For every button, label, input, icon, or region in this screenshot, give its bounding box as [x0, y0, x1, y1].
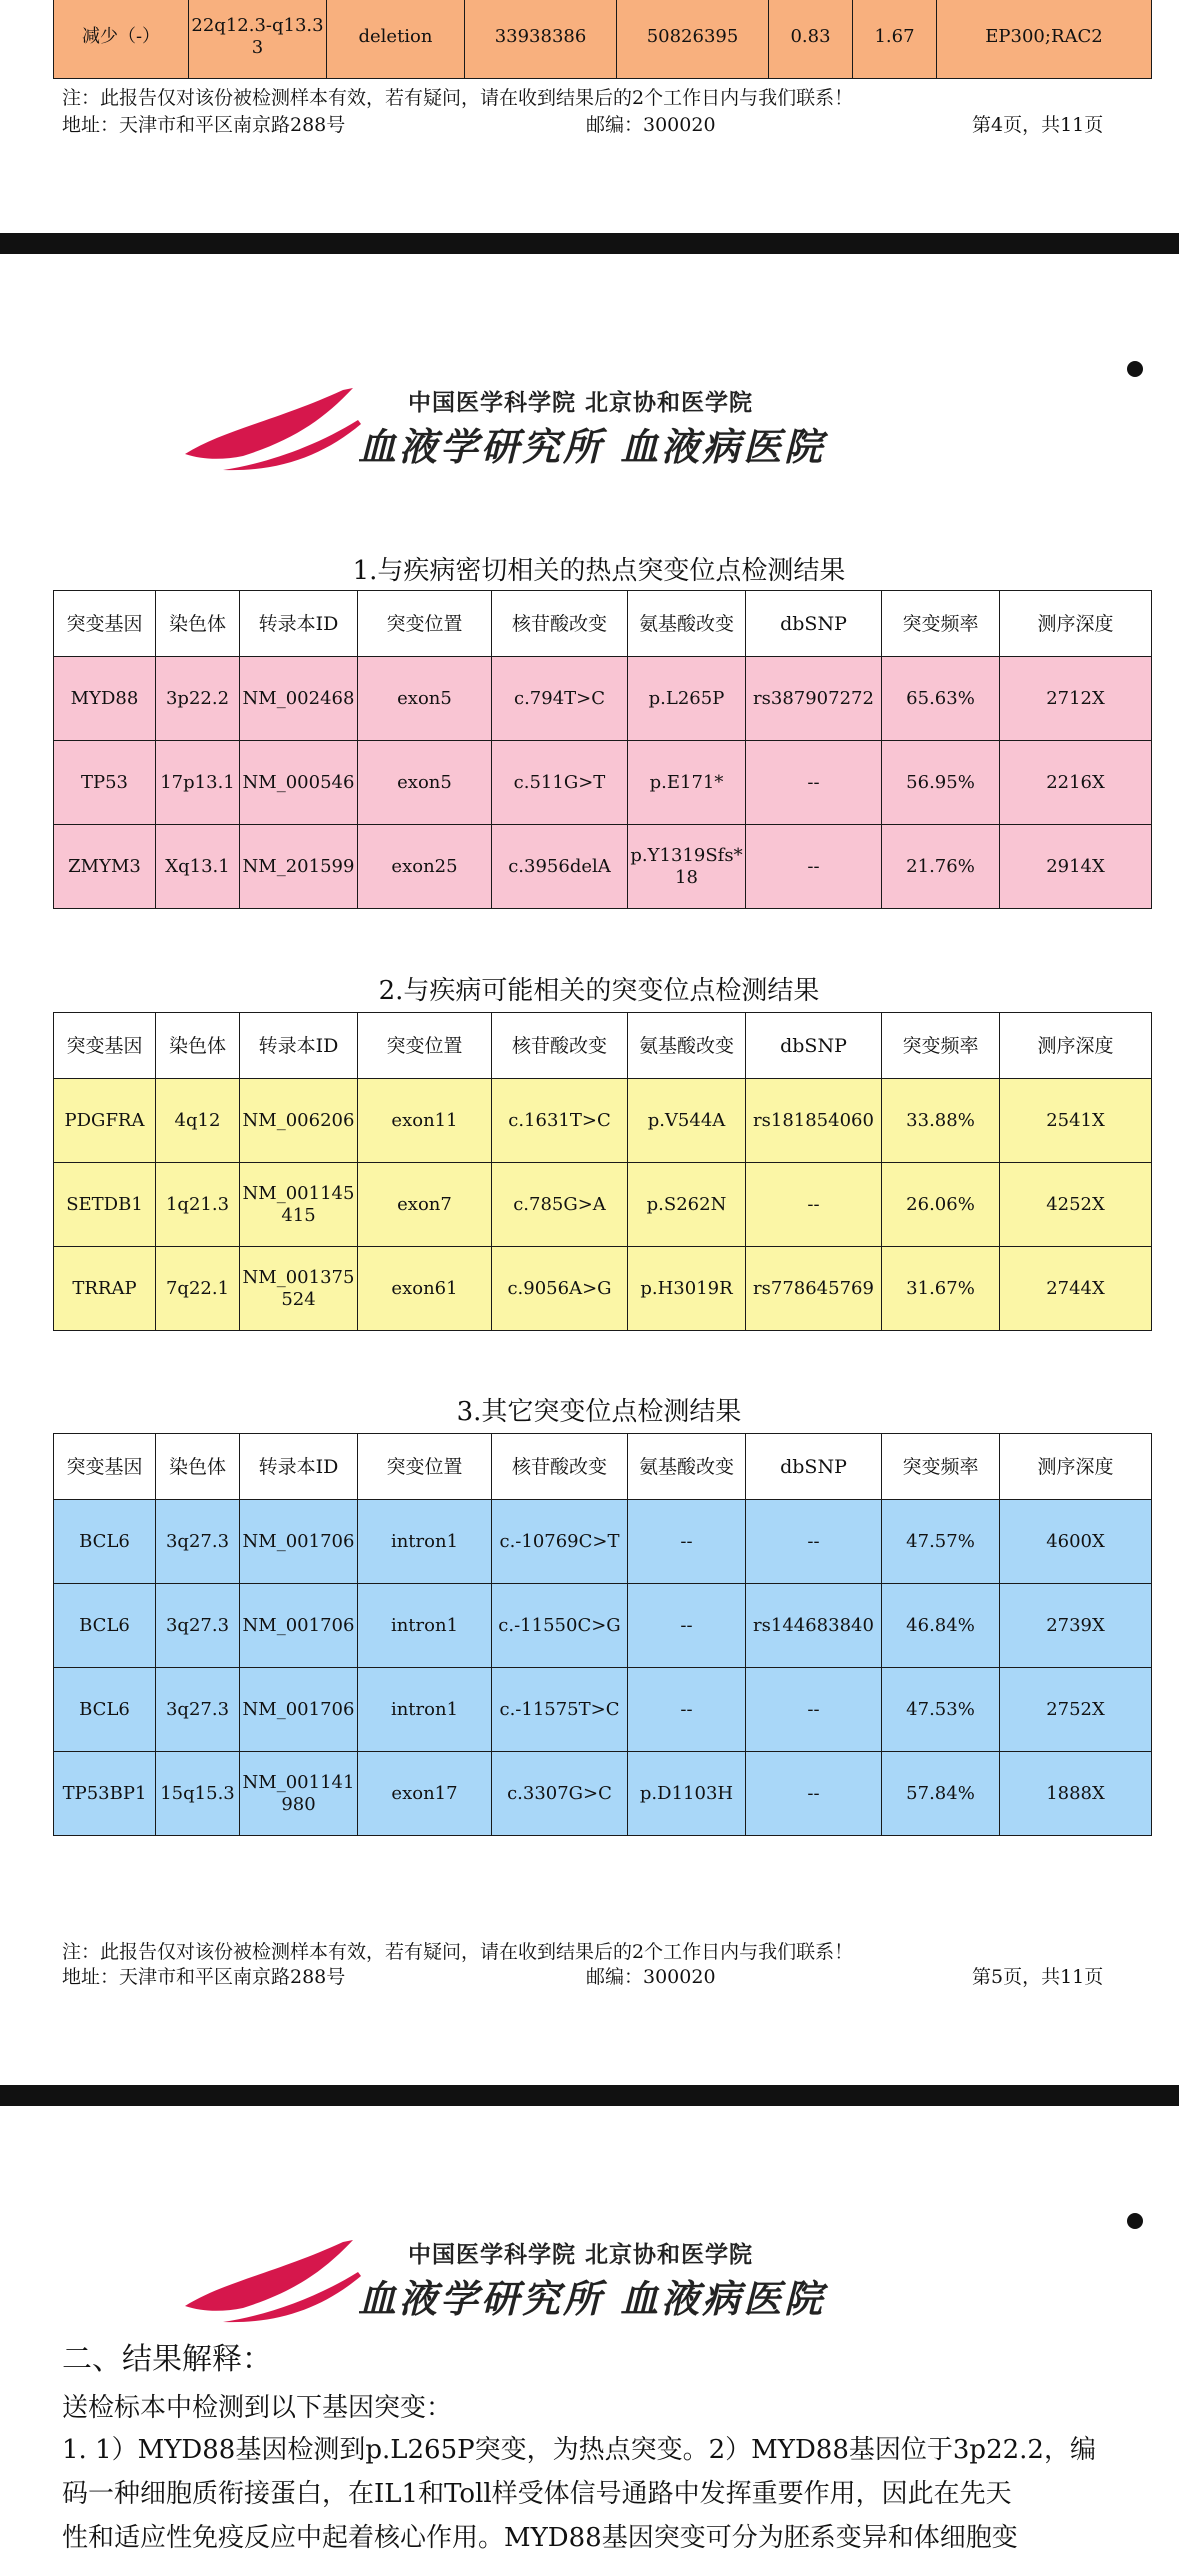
- amino-acid-cell: --: [628, 1500, 746, 1584]
- position-cell: intron1: [358, 1668, 492, 1752]
- dbsnp-cell: --: [746, 1668, 882, 1752]
- table-row: [54, 657, 1152, 741]
- address: 地址：天津市和平区南京路288号: [62, 114, 346, 136]
- cnv-genes-cell: EP300;RAC2: [937, 0, 1152, 79]
- chromosome-cell: 1q21.3: [156, 1163, 240, 1247]
- frequency-cell: 46.84%: [882, 1584, 1000, 1668]
- position-cell: exon17: [358, 1752, 492, 1836]
- col-position: 突变位置: [358, 1013, 492, 1079]
- col-gene: 突变基因: [54, 1434, 156, 1500]
- nucleotide-cell: c.9056A>G: [492, 1247, 628, 1331]
- depth-cell: 1888X: [1000, 1752, 1152, 1836]
- amino-acid-cell: p.L265P: [628, 657, 746, 741]
- dbsnp-cell: --: [746, 1752, 882, 1836]
- frequency-cell: 65.63%: [882, 657, 1000, 741]
- interpretation-intro: 送检标本中检测到以下基因突变：: [62, 2393, 453, 2423]
- nucleotide-cell: c.511G>T: [492, 741, 628, 825]
- postcode: 邮编：300020: [586, 1966, 716, 1988]
- col-chromosome: 染色体: [156, 591, 240, 657]
- col-transcript: 转录本ID: [240, 591, 358, 657]
- position-cell: intron1: [358, 1584, 492, 1668]
- amino-acid-cell: p.H3019R: [628, 1247, 746, 1331]
- depth-cell: 2744X: [1000, 1247, 1152, 1331]
- interpretation-heading: 二、结果解释：: [62, 2342, 272, 2377]
- interpretation-line: 性和适应性免疫反应中起着核心作用。MYD88基因突变可分为胚系变异和体细胞变: [62, 2523, 1018, 2553]
- col-amino-acid: 氨基酸改变: [628, 1434, 746, 1500]
- nucleotide-cell: c.794T>C: [492, 657, 628, 741]
- depth-cell: 2752X: [1000, 1668, 1152, 1752]
- cnv-copy-cell: 1.67: [853, 0, 937, 79]
- col-position: 突变位置: [358, 591, 492, 657]
- dbsnp-cell: --: [746, 825, 882, 909]
- position-cell: exon5: [358, 657, 492, 741]
- col-transcript: 转录本ID: [240, 1434, 358, 1500]
- chromosome-cell: Xq13.1: [156, 825, 240, 909]
- amino-acid-cell: --: [628, 1584, 746, 1668]
- col-depth: 测序深度: [1000, 591, 1152, 657]
- depth-cell: 2216X: [1000, 741, 1152, 825]
- nucleotide-cell: c.3956delA: [492, 825, 628, 909]
- transcript-cell: NM_006206: [240, 1079, 358, 1163]
- cnv-kind-cell: deletion: [327, 0, 465, 79]
- page-divider: [0, 2085, 1179, 2106]
- chromosome-cell: 17p13.1: [156, 741, 240, 825]
- depth-cell: 2712X: [1000, 657, 1152, 741]
- depth-cell: 4252X: [1000, 1163, 1152, 1247]
- position-cell: intron1: [358, 1500, 492, 1584]
- page4-cnv-table: [53, 0, 1152, 79]
- gene-cell: SETDB1: [54, 1163, 156, 1247]
- col-nucleotide: 核苷酸改变: [492, 591, 628, 657]
- amino-acid-cell: p.S262N: [628, 1163, 746, 1247]
- page-divider: [0, 233, 1179, 254]
- chromosome-cell: 3p22.2: [156, 657, 240, 741]
- section1-title: 1.与疾病密切相关的热点突变位点检测结果: [352, 556, 846, 586]
- table-row: [54, 1500, 1152, 1584]
- amino-acid-cell: p.E171*: [628, 741, 746, 825]
- col-amino-acid: 氨基酸改变: [628, 591, 746, 657]
- table-header-row: [54, 1434, 1152, 1500]
- gene-cell: ZMYM3: [54, 825, 156, 909]
- table-row: [54, 1247, 1152, 1331]
- transcript-cell: NM_002468: [240, 657, 358, 741]
- dbsnp-cell: rs778645769: [746, 1247, 882, 1331]
- dbsnp-cell: --: [746, 1500, 882, 1584]
- frequency-cell: 57.84%: [882, 1752, 1000, 1836]
- depth-cell: 4600X: [1000, 1500, 1152, 1584]
- dbsnp-cell: --: [746, 741, 882, 825]
- transcript-cell: NM_000546: [240, 741, 358, 825]
- col-transcript: 转录本ID: [240, 1013, 358, 1079]
- possible-mutation-table: [53, 1012, 1152, 1331]
- table-row: [54, 1668, 1152, 1752]
- col-nucleotide: 核苷酸改变: [492, 1434, 628, 1500]
- position-cell: exon61: [358, 1247, 492, 1331]
- page-number: 第5页，共11页: [972, 1966, 1104, 1988]
- cnv-start-cell: 33938386: [465, 0, 617, 79]
- cnv-type-cell: 减少（-）: [54, 0, 189, 79]
- position-cell: exon25: [358, 825, 492, 909]
- table-row: [54, 1163, 1152, 1247]
- col-frequency: 突变频率: [882, 1013, 1000, 1079]
- col-nucleotide: 核苷酸改变: [492, 1013, 628, 1079]
- chromosome-cell: 3q27.3: [156, 1668, 240, 1752]
- chromosome-cell: 4q12: [156, 1079, 240, 1163]
- col-frequency: 突变频率: [882, 1434, 1000, 1500]
- col-chromosome: 染色体: [156, 1434, 240, 1500]
- col-depth: 测序深度: [1000, 1434, 1152, 1500]
- transcript-cell: NM_001375524: [240, 1247, 358, 1331]
- other-mutation-table: [53, 1433, 1152, 1836]
- transcript-cell: NM_001706: [240, 1584, 358, 1668]
- table-row: [54, 741, 1152, 825]
- dbsnp-cell: rs144683840: [746, 1584, 882, 1668]
- logo-line1: 中国医学科学院 北京协和医学院: [408, 2241, 754, 2268]
- interpretation-line: 码一种细胞质衔接蛋白，在IL1和Toll样受体信号通路中发挥重要作用，因此在先天: [62, 2479, 1012, 2509]
- depth-cell: 2739X: [1000, 1584, 1152, 1668]
- transcript-cell: NM_201599: [240, 825, 358, 909]
- dbsnp-cell: rs181854060: [746, 1079, 882, 1163]
- disclaimer-note: 注：此报告仅对该份被检测样本有效，若有疑问，请在收到结果后的2个工作日内与我们联系！: [62, 1941, 854, 1963]
- disclaimer-note: 注：此报告仅对该份被检测样本有效，若有疑问，请在收到结果后的2个工作日内与我们联系！: [62, 87, 854, 109]
- dbsnp-cell: --: [746, 1163, 882, 1247]
- institute-logo: [183, 2232, 843, 2327]
- page-marker-dot: [1127, 2213, 1143, 2229]
- frequency-cell: 47.53%: [882, 1668, 1000, 1752]
- frequency-cell: 33.88%: [882, 1079, 1000, 1163]
- col-dbsnp: dbSNP: [746, 1434, 882, 1500]
- page-marker-dot: [1127, 361, 1143, 377]
- table-row: [54, 0, 1152, 79]
- logo-swoosh-icon: [183, 2232, 363, 2327]
- transcript-cell: NM_001141980: [240, 1752, 358, 1836]
- transcript-cell: NM_001706: [240, 1668, 358, 1752]
- col-frequency: 突变频率: [882, 591, 1000, 657]
- col-chromosome: 染色体: [156, 1013, 240, 1079]
- frequency-cell: 31.67%: [882, 1247, 1000, 1331]
- logo-swoosh-icon: [183, 380, 363, 475]
- amino-acid-cell: p.V544A: [628, 1079, 746, 1163]
- table-row: [54, 1584, 1152, 1668]
- cnv-region-cell: 22q12.3-q13.33: [189, 0, 327, 79]
- table-header-row: [54, 591, 1152, 657]
- nucleotide-cell: c.3307G>C: [492, 1752, 628, 1836]
- col-gene: 突变基因: [54, 1013, 156, 1079]
- transcript-cell: NM_001145415: [240, 1163, 358, 1247]
- gene-cell: PDGFRA: [54, 1079, 156, 1163]
- position-cell: exon11: [358, 1079, 492, 1163]
- table-row: [54, 1752, 1152, 1836]
- dbsnp-cell: rs387907272: [746, 657, 882, 741]
- cnv-ratio-cell: 0.83: [769, 0, 853, 79]
- frequency-cell: 21.76%: [882, 825, 1000, 909]
- table-row: [54, 1079, 1152, 1163]
- frequency-cell: 56.95%: [882, 741, 1000, 825]
- position-cell: exon7: [358, 1163, 492, 1247]
- position-cell: exon5: [358, 741, 492, 825]
- gene-cell: TP53: [54, 741, 156, 825]
- transcript-cell: NM_001706: [240, 1500, 358, 1584]
- col-gene: 突变基因: [54, 591, 156, 657]
- col-dbsnp: dbSNP: [746, 1013, 882, 1079]
- section2-title: 2.与疾病可能相关的突变位点检测结果: [378, 976, 820, 1006]
- chromosome-cell: 15q15.3: [156, 1752, 240, 1836]
- gene-cell: TP53BP1: [54, 1752, 156, 1836]
- chromosome-cell: 7q22.1: [156, 1247, 240, 1331]
- nucleotide-cell: c.785G>A: [492, 1163, 628, 1247]
- gene-cell: BCL6: [54, 1668, 156, 1752]
- depth-cell: 2541X: [1000, 1079, 1152, 1163]
- hotspot-mutation-table: [53, 590, 1152, 909]
- depth-cell: 2914X: [1000, 825, 1152, 909]
- gene-cell: BCL6: [54, 1584, 156, 1668]
- frequency-cell: 47.57%: [882, 1500, 1000, 1584]
- frequency-cell: 26.06%: [882, 1163, 1000, 1247]
- section3-title: 3.其它突变位点检测结果: [456, 1397, 742, 1427]
- nucleotide-cell: c.1631T>C: [492, 1079, 628, 1163]
- nucleotide-cell: c.-11550C>G: [492, 1584, 628, 1668]
- amino-acid-cell: p.D1103H: [628, 1752, 746, 1836]
- col-position: 突变位置: [358, 1434, 492, 1500]
- gene-cell: MYD88: [54, 657, 156, 741]
- interpretation-line: 1. 1）MYD88基因检测到p.L265P突变，为热点突变。2）MYD88基因位于3p22.2，编: [62, 2435, 1096, 2465]
- table-header-row: [54, 1013, 1152, 1079]
- chromosome-cell: 3q27.3: [156, 1500, 240, 1584]
- nucleotide-cell: c.-11575T>C: [492, 1668, 628, 1752]
- institute-logo: [183, 380, 843, 475]
- postcode: 邮编：300020: [586, 114, 716, 136]
- address: 地址：天津市和平区南京路288号: [62, 1966, 346, 1988]
- gene-cell: TRRAP: [54, 1247, 156, 1331]
- cnv-end-cell: 50826395: [617, 0, 769, 79]
- col-amino-acid: 氨基酸改变: [628, 1013, 746, 1079]
- logo-line2: 血液学研究所 血液病医院: [358, 424, 826, 469]
- amino-acid-cell: --: [628, 1668, 746, 1752]
- nucleotide-cell: c.-10769C>T: [492, 1500, 628, 1584]
- logo-line2: 血液学研究所 血液病医院: [358, 2276, 826, 2321]
- page-number: 第4页，共11页: [972, 114, 1104, 136]
- col-dbsnp: dbSNP: [746, 591, 882, 657]
- logo-line1: 中国医学科学院 北京协和医学院: [408, 389, 754, 416]
- table-row: [54, 825, 1152, 909]
- chromosome-cell: 3q27.3: [156, 1584, 240, 1668]
- gene-cell: BCL6: [54, 1500, 156, 1584]
- amino-acid-cell: p.Y1319Sfs*18: [628, 825, 746, 909]
- col-depth: 测序深度: [1000, 1013, 1152, 1079]
